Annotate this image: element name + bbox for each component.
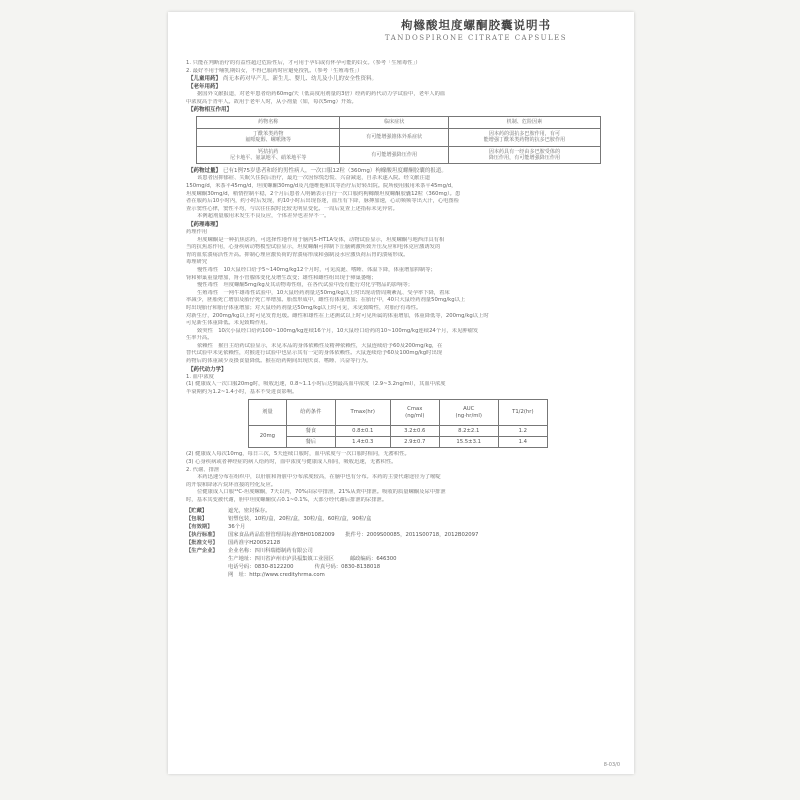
- footer-line: [186, 523, 622, 531]
- pk-line: (2) 健康成人每次10mg，每日三次，5天连续口服时，血中浓度与一次口服时相同，无蓄积性。: [186, 451, 410, 458]
- interaction-cell: 钙拮抗药 尼卡地平、氨氯地平、硝苯地平等: [197, 146, 340, 164]
- footer-value: 企业名称：四川科瑞德制药有限公司: [228, 547, 313, 554]
- interaction-cell: 因本药的弱抗多巴胺作用，有可 能增强丁酰苯类药物的抗多巴胺作用: [448, 128, 600, 146]
- pharmtox-line: 依赖性 猴自主给药试验显示，未见本品的身体依赖性及精神依赖性，大鼠连续给予60及200mg/kg，在: [197, 342, 443, 349]
- children-heading: 【儿童用药】: [188, 76, 222, 83]
- pharmtox-line: 率减少，胚胎死亡增加及胎仔死亡率增加。胎盘形成中，雌性有体重增加；在胎仔中，40只大鼠经药剂量50mg/kg以上: [186, 297, 466, 304]
- interaction-row: [197, 146, 601, 164]
- pk-cell: 8.2±2.1: [439, 426, 498, 437]
- overdose-line: 本例超剂量服用未发生不良反应，个体差异也差异不一。: [197, 213, 330, 220]
- pk-line: 1. 血中浓度: [186, 373, 214, 380]
- pharmtox-line: 对新生仔，200mg/kg以上时可见发育迟缓。雌性和雄性在上述测试以上时可见所属的体重增加，体重降低等，200mg/kg以上时: [186, 312, 489, 319]
- pharmtox-line: 坦度螺酮是一种抗焦虑药，可选择性地作用于脑内5-HT1A受体，动物试验显示，坦度螺酮与地西洋具有相: [197, 236, 445, 243]
- pk-row: [249, 437, 548, 448]
- children-text: 尚无本药对早产儿、新生儿、婴儿、幼儿及小儿的安全性资料。: [223, 76, 378, 83]
- interaction-cell: 有可能增强降压作用: [340, 146, 448, 164]
- interaction-heading: 【药物相互作用】: [188, 107, 233, 114]
- pharmtox-line: 致突性 10次小鼠经口给药100~100mg/kg连续16个月，10大鼠经口给药的10~100mg/kg连续24个月，未见肿瘤发: [197, 327, 479, 334]
- pk-col-header: 给药条件: [286, 400, 335, 426]
- children-section: [186, 75, 622, 83]
- pharmtox-line: 药理作用: [186, 228, 208, 235]
- pk-line: 位健康成人口服¹⁴C-坦度螺酮，7天以内，70%由尿中排泄，21%从粪中排泄。吸收的质量螺酮及尿中排泄: [197, 489, 446, 496]
- pk-line: 时，基本其变被代谢，胆中坦度螺酮仅占0.1~0.1%，大部分经代谢后排泄的尿排泄。: [186, 497, 388, 503]
- pharmtox-line: 可见新生体重降低。未见致畸作用。: [186, 320, 271, 327]
- pk-col-header: Cmax (ng/ml): [390, 400, 439, 426]
- footer-value: 国家食品药品监督管理局标准YBH01082009 批件号：2009S00085，2011S00718，2012B02097: [228, 531, 479, 538]
- footer-value: 电话号码：0830-8122200 传真号码：0830-8138018: [228, 563, 381, 570]
- pk-line: 本药迅速分布在组织中，以肝脏和肾脏中分布浓度较高，在脑中也有分布。本药的主要代谢途径为了嘧啶: [197, 474, 441, 481]
- footer-key: 【包装】: [186, 515, 208, 522]
- pk-cell: 0.8±0.1: [335, 426, 390, 437]
- document-subtitle: TANDOSPIRONE CITRATE CAPSULES: [384, 34, 568, 42]
- overdose-line: 者在服药后10小时内，约小时后发现，约10小时后出现昏迷，血压有下降，脉搏加速，心动频频等出大汗，心电图检: [186, 198, 460, 205]
- footer-line: [186, 531, 622, 539]
- pk-dose-cell: 20mg: [249, 426, 287, 448]
- pk-line: 的开裂和降冰片烷环直接的羟化反应。: [186, 481, 277, 488]
- footer-block: [186, 507, 622, 579]
- interaction-col-header: 药物名称: [197, 117, 340, 128]
- pk-cell: 1.4±0.3: [335, 437, 390, 448]
- pk-col-header: Tmax(hr): [335, 400, 390, 426]
- pk-table: [248, 399, 548, 448]
- pharmtox-line: 时出现胎仔和胎仔体重增加；对大鼠经药剂量达50mg/kg以上时可见，未见致畸性，对胎仔有毒性。: [186, 304, 422, 311]
- overdose-line: 查示窦性心律，窦性平均，与以往住院时比较无明显变化。一周后复查上述指标未见异常。: [186, 205, 398, 212]
- pk-col-header: 剂量: [249, 400, 287, 426]
- pk-cell: 餐后: [286, 437, 335, 448]
- footer-value: 国药准字H20052128: [228, 539, 281, 546]
- overdose-line: 该患者因抑郁症、失眠久住院后治疗，最近一次因惊慌恐慌、兴奋减退，自杀未遂入院。经文献注道: [197, 175, 431, 182]
- pk-row: [249, 426, 548, 437]
- pk-line: (3) 心身疾病或者神经症的病人给药时，血中浓度与健康成人相同，吸收迅速，无蓄积性。: [186, 459, 397, 466]
- document-body: [186, 60, 622, 579]
- pk-line: 半衰期约为1.2~1.4小时，基本不受进食影响。: [186, 388, 298, 395]
- elderly-line-1: 据国外文献报道，对老年患者给药60mg/天（低高度用剂量的3倍）经药的药代动力学试验中，老年人的血: [197, 91, 446, 98]
- pk-line: (1) 健康成人一次口服20mg时，吸收迅速，0.8~1.1小时后达到最高血中浓度（2.9~3.2ng/ml），其血中浓度: [186, 381, 446, 388]
- pk-header-row: [249, 400, 548, 426]
- elderly-line-2: 中浓度高于青年人。故用于老年人时，从小剂量（如，每次5mg）开始。: [186, 98, 357, 105]
- footer-line: [186, 563, 622, 571]
- interaction-col-header: 临床症状: [340, 117, 448, 128]
- pharmtox-line: 慢性毒性 10大鼠经口给予5~140mg/kg12个月时，可见流涎、嗜睡、体温下降，体重增加抑制等；: [197, 266, 436, 273]
- pharmtox-line: 当的抗焦虑作用，心身疾病动物模型试验显示，坦度螺酮可抑制下丘脑刺激所致升压反应和电休克应激诱发的: [186, 244, 441, 251]
- footer-line: [186, 507, 622, 515]
- footer-key: 【有效期】: [186, 523, 213, 530]
- overdose-heading: 【药物过量】: [188, 168, 222, 175]
- pk-cell: 2.9±0.7: [390, 437, 439, 448]
- pharmtox-line: 肾和卵巢重量增加，肾小管腺体变化及增生改变；雄性和雌性组出现于卵巢萎缩；: [186, 274, 377, 281]
- pk-heading: 【药代动力学】: [188, 366, 227, 373]
- elderly-heading: 【老年用药】: [188, 84, 222, 91]
- website-link[interactable]: 网 址：http://www.credityhrma.com: [228, 571, 325, 578]
- footer-line: [186, 555, 622, 563]
- interaction-cell: 有可能增强锥体外系症状: [340, 128, 448, 146]
- footer-key: 【生产企业】: [186, 547, 218, 554]
- document-code: 8-03/0: [603, 762, 620, 768]
- pharmtox-line: 生率升高。: [186, 335, 213, 342]
- footer-key: 【执行标准】: [186, 531, 218, 538]
- footer-value: 生产地址：四川省泸州市泸县福集镇工业园区 邮政编码：646300: [228, 555, 397, 562]
- pk-cell: 1.4: [498, 437, 547, 448]
- overdose-line: 150mg/d，米茶平45mg/d，坦度螺酮30mg/d及凡他维他和其等治疗后好转出院。院所使用服用米茶平45mg/d，: [186, 183, 457, 189]
- footer-key: 【批准文号】: [186, 539, 218, 546]
- footer-value: 36个月: [228, 523, 246, 530]
- pharmtox-line: 慢性毒性 坦度螺酮5mg/kg及其动物毒性组，在各代试验中没有能行对化学物品的影响等；: [197, 282, 414, 289]
- pk-cell: 15.5±3.1: [439, 437, 498, 448]
- interaction-col-header: 机制、危险因素: [448, 117, 600, 128]
- pk-cell: 1.2: [498, 426, 547, 437]
- intro-line-1: 1. 只能在判断治疗的有益性超过危险性后，才可用于孕妇或有怀孕可能的妇女。（参考「生殖毒性」）: [186, 60, 421, 66]
- pharmtox-line: 替代试验中未见依赖性，对猴进行试验中也显示其有一定的身体依赖性。大鼠连续给予60及100mg/kg时出现: [186, 350, 443, 357]
- interaction-row: [197, 128, 601, 146]
- pk-cell: 餐食: [286, 426, 335, 437]
- pharmtox-line: 药物后的体重减少及摄食量降低。猴在给药期间出现厌食、嗜睡、兴奋等行为。: [186, 358, 372, 365]
- interaction-header-row: [197, 117, 601, 128]
- footer-value: 铝塑包装，10粒/盒，20粒/盒，30粒/盒，60粒/盒，90粒/盒: [228, 515, 372, 522]
- document-title: 枸橼酸坦度螺酮胶囊说明书: [401, 18, 551, 32]
- footer-line: [186, 515, 622, 523]
- pharmtox-line: 毒理研究: [186, 259, 208, 266]
- pk-cell: 3.2±0.6: [390, 426, 439, 437]
- pk-col-header: T1/2(hr): [498, 400, 547, 426]
- interaction-table: [196, 116, 601, 164]
- intro-line-2: 2. 最好不用于哺乳期妇女，不得已服药时应避免授乳。（参考「生殖毒性」）: [186, 67, 363, 74]
- instruction-sheet: [168, 12, 634, 774]
- pk-line: 2. 代谢、排泄: [186, 466, 220, 473]
- footer-line: [186, 547, 622, 555]
- footer-line: [186, 539, 622, 547]
- footer-key: 【贮藏】: [186, 507, 208, 514]
- footer-value: 遮光，密封保存。: [228, 507, 271, 514]
- interaction-cell: 丁酰苯类药物 氟哌啶醇、螺哌隆等: [197, 128, 340, 146]
- pharmtox-line: 胃的血浆溃疡活性升高。抑制心理应激负荷的胃溃疡形成和强制浸水应激负荷后胃的溃疡形成。: [186, 251, 409, 258]
- pk-col-header: AUC (ng·hr/ml): [439, 400, 498, 426]
- pharmtox-line: 生殖毒性 一网牛雄毒性试验中，10大鼠经药剂量达50mg/kg以上时出现动情周期紊乱、受孕率下降，着床: [197, 289, 450, 296]
- overdose-line: 已有1例75岁患者和经的男性病人，一次口服12粒（360mg）枸橼酸坦度螺酮胶囊的报道。: [223, 168, 447, 175]
- interaction-cell: 因本药具有一经由多巴胺受体的 降压作用，有可能增强降压作用: [448, 146, 600, 164]
- overdose-line: 坦度螺酮30mg/d，稍情控制平稳，2个月后患者人明确表示自行一次口服约枸橼酸坦度螺酮胶囊12粒（360mg）。患: [186, 190, 461, 197]
- footer-line: [186, 571, 622, 579]
- pharmtox-heading: 【药理毒理】: [188, 221, 222, 228]
